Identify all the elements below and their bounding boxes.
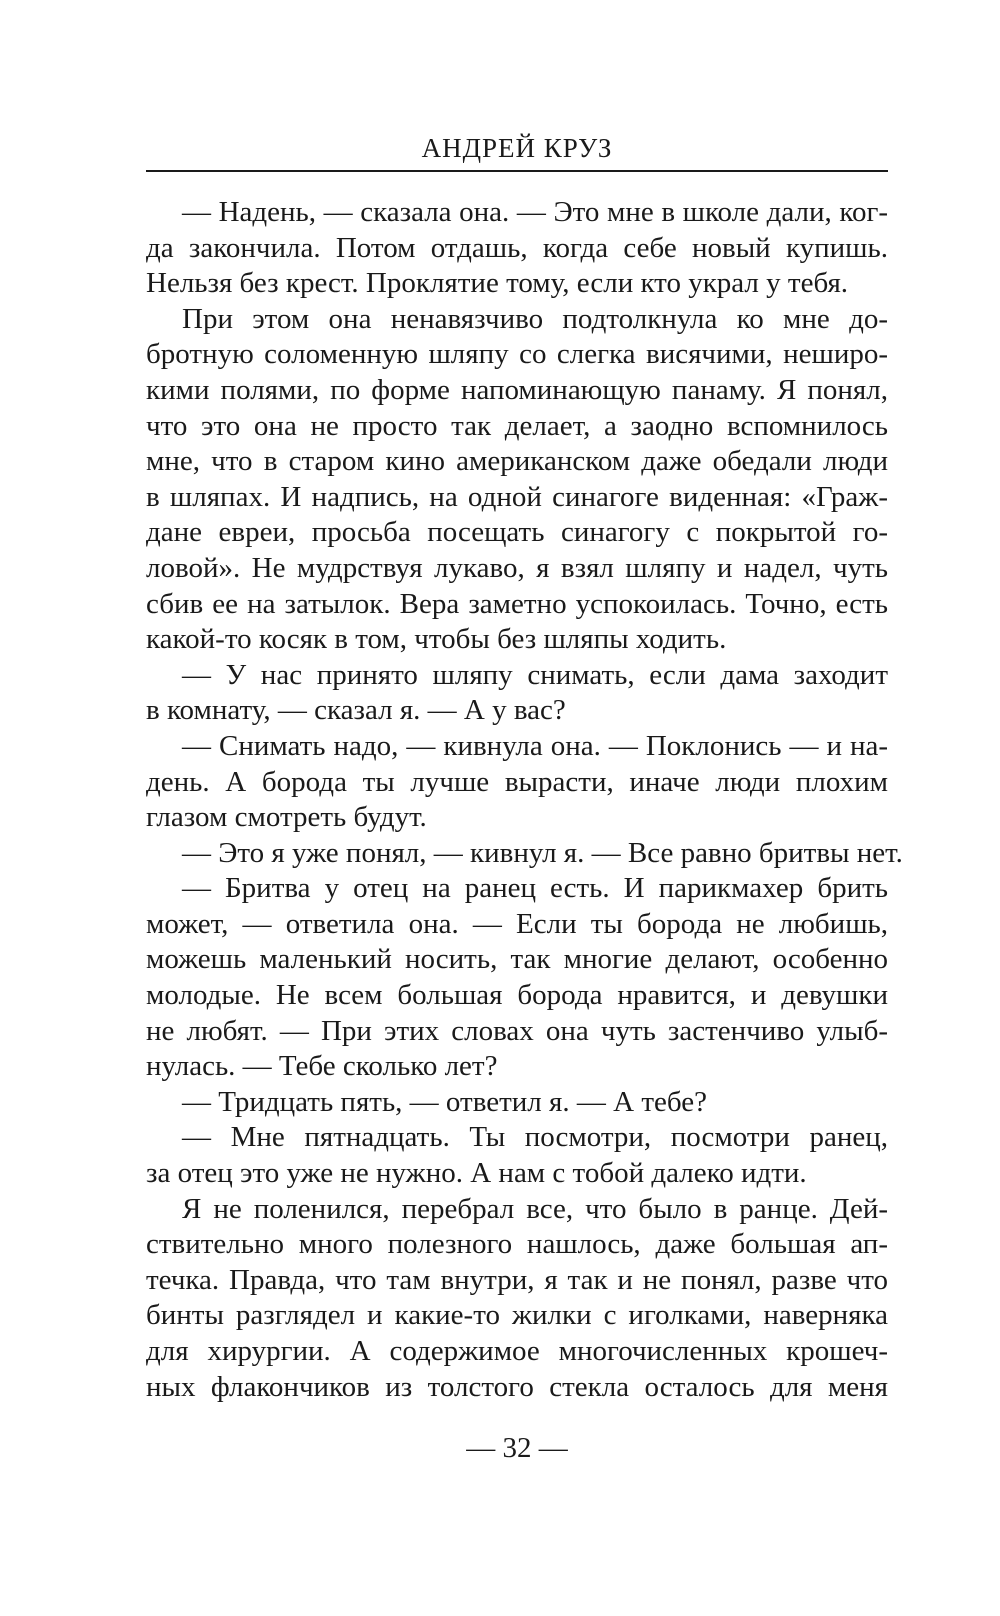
text-line: не любят. — При этих словах она чуть застенчиво улыб- [146, 1014, 888, 1047]
text-line: мне, что в старом кино американском даже обедали люди [146, 445, 888, 478]
header-rule [146, 170, 888, 172]
text-line: — Тридцать пять, — ответил я. — А тебе? [182, 1085, 707, 1118]
text-line: может, — ответила она. — Если ты борода не любишь, [146, 907, 888, 940]
text-line: какой-то косяк в том, чтобы без шляпы ходить. [146, 623, 727, 656]
text-line: — Бритва у отец на ранец есть. И парикмахер брить [182, 872, 888, 905]
text-line: ствительно много полезного нашлось, даже большая ап- [146, 1228, 888, 1261]
page-number: — 32 — [466, 1432, 568, 1464]
text-line: — Это я уже понял, — кивнул я. — Все равно бритвы нет. [182, 836, 903, 869]
text-line: бротную соломенную шляпу со слегка висячими, неширо- [146, 338, 888, 371]
text-line: день. А борода ты лучше вырасти, иначе люди плохим [146, 765, 888, 798]
text-line: течка. Правда, что там внутри, я так и не понял, разве что [146, 1263, 888, 1296]
text-line: молодые. Не всем большая борода нравится, и девушки [146, 979, 888, 1012]
text-line: — Надень, — сказала она. — Это мне в школе дали, ког- [182, 196, 888, 228]
text-line: — У нас принято шляпу снимать, если дама заходит [182, 658, 888, 691]
text-line: ловой». Не мудрствуя лукаво, я взял шляпу и надел, чуть [146, 551, 888, 584]
text-line: кими полями, по форме напоминающую панаму. Я понял, [146, 373, 888, 406]
text-line: Нельзя без крест. Проклятие тому, если кто украл у тебя. [146, 267, 849, 300]
text-line: — Мне пятнадцать. Ты посмотри, посмотри ранец, [182, 1121, 888, 1154]
text-line: Я не поленился, перебрал все, что было в ранце. Дей- [182, 1192, 888, 1225]
text-line: да закончила. Потом отдашь, когда себе новый купишь. [146, 231, 888, 264]
text-line: — Снимать надо, — кивнула она. — Поклонись — и на- [182, 729, 888, 762]
text-line: сбив ее на затылок. Вера заметно успокоилась. Точно, есть [146, 587, 888, 620]
text-line: ных флакончиков из толстого стекла осталось для меня [146, 1370, 888, 1403]
running-head-author: АНДРЕЙ КРУЗ [421, 133, 613, 163]
text-line: При этом она ненавязчиво подтолкнула ко мне до- [182, 302, 888, 335]
text-line: нулась. — Тебе сколько лет? [146, 1050, 498, 1083]
text-line: что это она не просто так делает, а заодно вспомнилось [146, 409, 888, 442]
body-text [146, 195, 903, 1405]
text-line: в шляпах. И надпись, на одной синагоге виденная: «Граж- [146, 480, 888, 513]
text-line: дане евреи, просьба посещать синагогу с покрытой го- [146, 516, 888, 549]
text-line: за отец это уже не нужно. А нам с тобой далеко идти. [146, 1157, 807, 1190]
text-line: в комнату, — сказал я. — А у вас? [146, 694, 566, 727]
text-line: бинты разглядел и какие-то жилки с иголками, наверняка [146, 1299, 888, 1332]
text-line: можешь маленький носить, так многие делают, особенно [146, 943, 888, 976]
text-line: глазом смотреть будут. [146, 801, 427, 834]
text-line: для хирургии. А содержимое многочисленных крошеч- [146, 1335, 888, 1367]
